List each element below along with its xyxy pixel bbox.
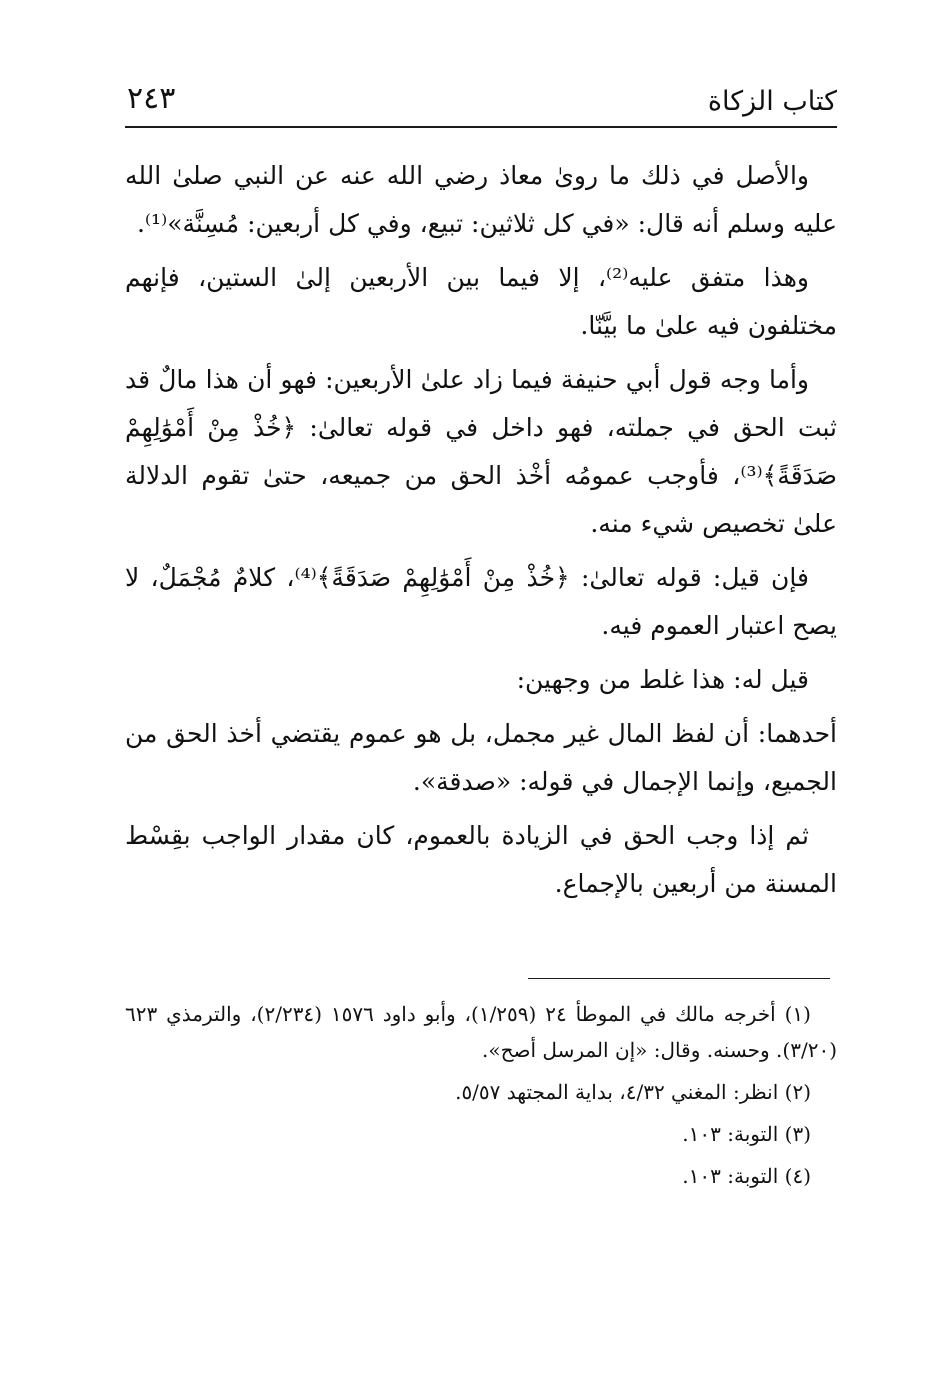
paragraph: قيل له: هذا غلط من وجهين: <box>516 665 809 694</box>
paragraph: ثم إذا وجب الحق في الزيادة بالعموم، كان مقدار الواجب بقِسْط المسنة من أربعين بالإجماع. <box>125 821 837 898</box>
paragraph: أحدهما: أن لفظ المال غير مجمل، بل هو عموم يقتضي أخذ الحق من الجميع، وإنما الإجمال في قوله: «صدقة». <box>125 719 837 796</box>
main-text <box>125 152 837 914</box>
footnote: (١) أخرجه مالك في الموطأ ٢٤ (١/٢٥٩)، وأبو داود ١٥٧٦ (٢/٢٣٤)، والترمذي ٦٢٣ (٣/٢٠). وحسنه. وقال: «إن المرسل أصح». <box>125 1002 837 1062</box>
footnotes <box>125 996 837 1200</box>
footnote: (٤) التوبة: ١٠٣. <box>682 1164 811 1188</box>
footnote-divider <box>528 978 830 979</box>
paragraph: فإن قيل: قوله تعالىٰ: ﴿خُذْ مِنْ أَمْوَٰلِهِمْ صَدَقَةً﴾⁽⁴⁾، كلامٌ مُجْمَلٌ، لا يصح اعتبار العموم فيه. <box>125 563 837 640</box>
running-title: كتاب الزكاة <box>707 86 837 117</box>
page-header <box>125 78 837 128</box>
footnote: (٣) التوبة: ١٠٣. <box>682 1122 811 1146</box>
paragraph: وأما وجه قول أبي حنيفة فيما زاد علىٰ الأربعين: فهو أن هذا مالٌ قد ثبت الحق في جملته، فهو داخل في قوله تعالىٰ: ﴿خُذْ مِنْ أَمْوَٰلِهِمْ صَدَقَةً﴾⁽³⁾، فأوجب عمومُه أخْذ الحق من جميعه، حتىٰ تقوم الدلالة علىٰ تخصيص شيء منه. <box>125 365 837 538</box>
paragraph: والأصل في ذلك ما روىٰ معاذ رضي الله عنه عن النبي صلىٰ الله عليه وسلم أنه قال: «في كل ثلاثين: تبيع، وفي كل أربعين: مُسِنَّة»⁽¹⁾. <box>125 161 837 238</box>
page-number: ٢٤٣ <box>127 81 176 116</box>
paragraph: وهذا متفق عليه⁽²⁾، إلا فيما بين الأربعين إلىٰ الستين، فإنهم مختلفون فيه علىٰ ما بيَّنّا. <box>125 263 837 340</box>
footnote: (٢) انظر: المغني ٤/٣٢، بداية المجتهد ٥/٥٧. <box>455 1080 811 1104</box>
